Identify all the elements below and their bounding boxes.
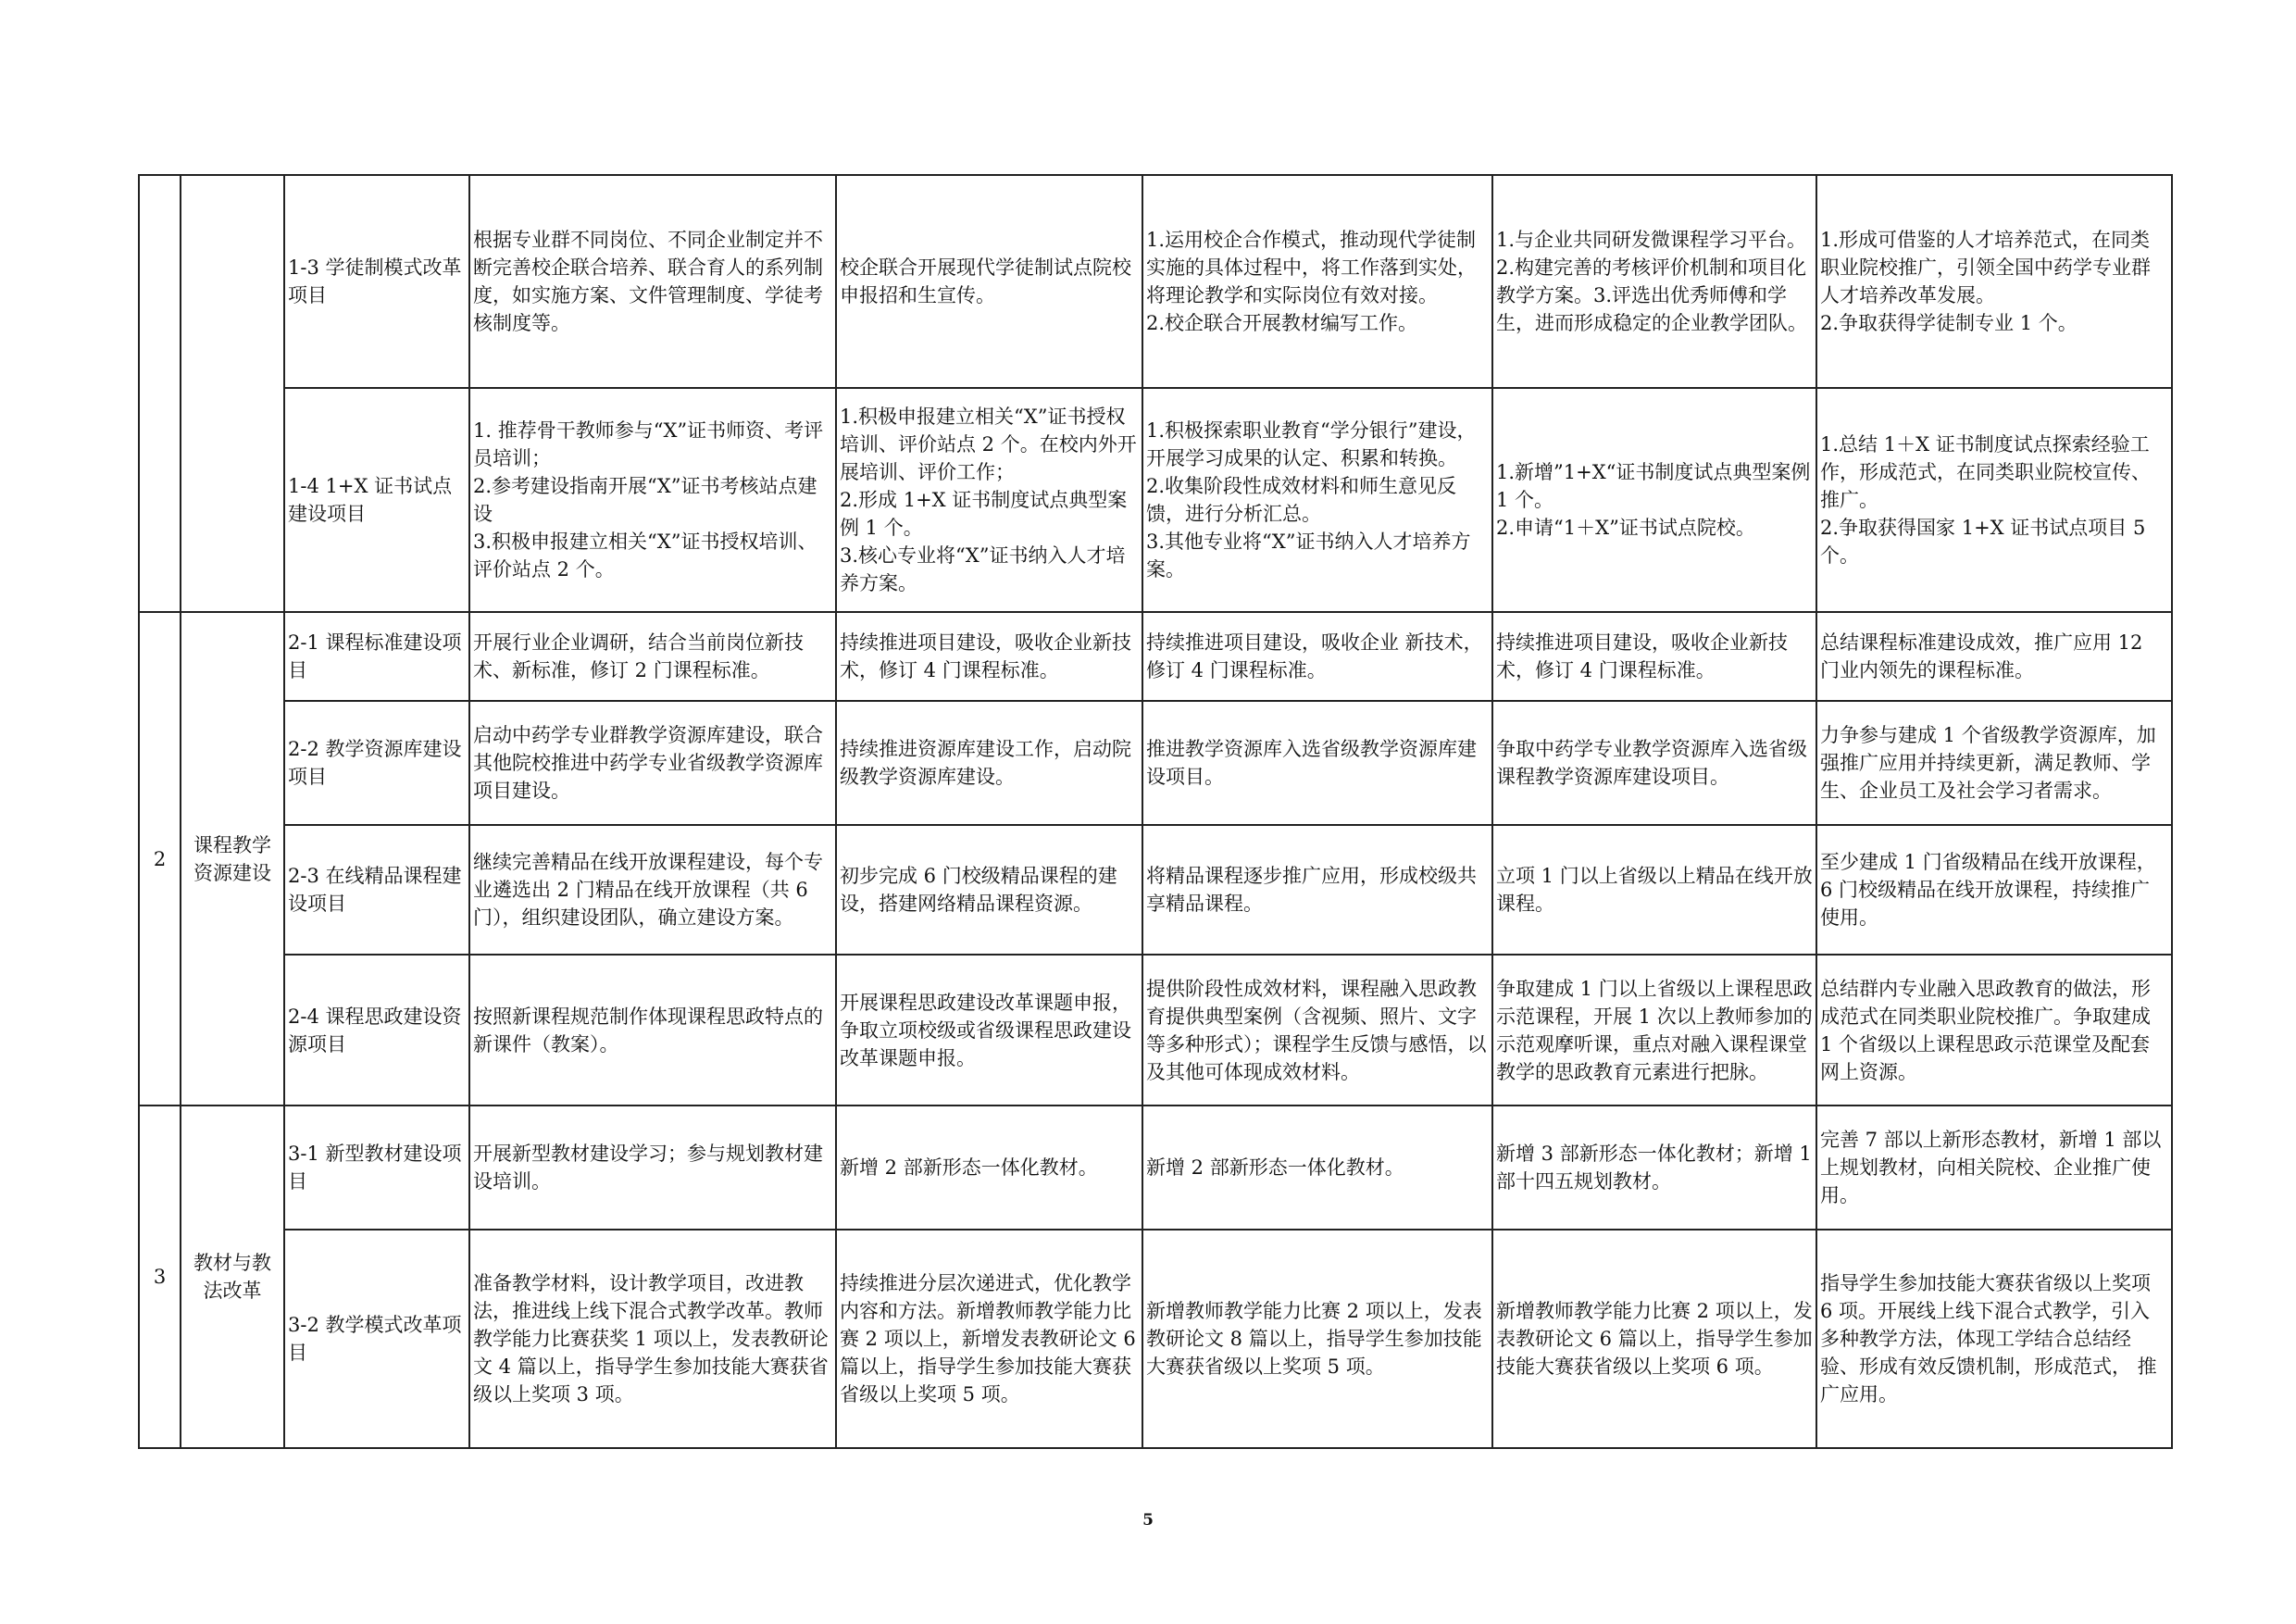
- task-cell-c2: [836, 825, 1142, 955]
- task-cell-c1: [469, 1106, 836, 1230]
- task-cell-c5: [1816, 388, 2172, 612]
- task-line: 将精品课程逐步推广应用，形成校级共享精品课程。: [1146, 865, 1477, 915]
- task-line: 提供阶段性成效材料，课程融入思政教育提供典型案例（含视频、照片、文字等多种形式）；课程学生反馈与感悟，以及其他可体现成效材料。: [1146, 977, 1487, 1083]
- task-line: 开展新型教材建设学习；参与规划教材建设培训。: [473, 1143, 823, 1193]
- task-cell-c3: [1142, 701, 1492, 825]
- task-cell-c3: [1142, 388, 1492, 612]
- task-cell-c3: [1142, 1106, 1492, 1230]
- task-line: 2.校企联合开展教材编写工作。: [1146, 312, 1418, 334]
- task-line: 开展课程思政建设改革课题申报，争取立项校级或省级课程思政建设改革课题申报。: [840, 991, 1131, 1069]
- task-line: 3.核心专业将“X”证书纳入人才培养方案。: [840, 544, 1126, 594]
- construction-plan-table: [138, 174, 2173, 1449]
- task-cell-c4: [1492, 1230, 1816, 1448]
- task-line: 立项 1 门以上省级以上精品在线开放课程。: [1496, 865, 1813, 915]
- task-line: 新增 3 部新形态一体化教材；新增 1 部十四五规划教材。: [1496, 1143, 1812, 1193]
- table-row: [139, 1230, 2172, 1448]
- task-line: 完善 7 部以上新形态教材，新增 1 部以上规划教材，向相关院校、企业推广使用。: [1820, 1129, 2162, 1206]
- task-line: 开展行业企业调研，结合当前岗位新技术、新标准，修订 2 门课程标准。: [473, 631, 804, 681]
- task-line: 至少建成 1 门省级精品在线开放课程，6 门校级精品在线开放课程，持续推广使用。: [1820, 851, 2156, 929]
- task-line: 持续推进资源库建设工作，启动院级教学资源库建设。: [840, 738, 1131, 788]
- task-cell-c5: [1816, 175, 2172, 388]
- task-line: 按照新课程规范制作体现课程思政特点的新课件（教案）。: [473, 1005, 823, 1056]
- group-category-cell: [181, 175, 284, 612]
- task-cell-c2: [836, 388, 1142, 612]
- task-cell-c5: [1816, 825, 2172, 955]
- task-line: 2.申请“1＋X”证书试点院校。: [1496, 517, 1755, 539]
- task-cell-c5: [1816, 1230, 2172, 1448]
- table-row: [139, 612, 2172, 701]
- project-name-cell: 2-4 课程思政建设资源项目: [284, 955, 469, 1106]
- task-line: 1.积极探索职业教育“学分银行”建设，开展学习成果的认定、积累和转换。: [1146, 419, 1477, 469]
- table-row: [139, 701, 2172, 825]
- task-line: 2.争取获得学徒制专业 1 个。: [1820, 312, 2078, 334]
- task-line: 持续推进分层次递进式，优化教学内容和方法。新增教师教学能力比赛 2 项以上，新增发表教研论文 6 篇以上，指导学生参加技能大赛获省级以上奖项 5 项。: [840, 1272, 1136, 1405]
- task-line: 持续推进项目建设，吸收企业 新技术，修订 4 门课程标准。: [1146, 631, 1483, 681]
- task-line: 争取建成 1 门以上省级以上课程思政示范课程，开展 1 次以上教师参加的示范观摩听课，重点对融入课程课堂教学的思政教育元素进行把脉。: [1496, 977, 1813, 1083]
- task-cell-c3: [1142, 1230, 1492, 1448]
- task-cell-c1: [469, 701, 836, 825]
- project-name-cell: 2-1 课程标准建设项目: [284, 612, 469, 701]
- task-line: 继续完善精品在线开放课程建设，每个专业遴选出 2 门精品在线开放课程（共 6 门），组织建设团队，确立建设方案。: [473, 851, 823, 929]
- task-cell-c1: [469, 612, 836, 701]
- task-line: 新增 2 部新形态一体化教材。: [840, 1156, 1098, 1179]
- task-line: 新增教师教学能力比赛 2 项以上，发表教研论文 6 篇以上，指导学生参加技能大赛获省级以上奖项 6 项。: [1496, 1300, 1813, 1378]
- project-name-cell: 2-3 在线精品课程建设项目: [284, 825, 469, 955]
- task-line: 1.与企业共同研发微课程学习平台。: [1496, 229, 1807, 251]
- task-line: 指导学生参加技能大赛获省级以上奖项 6 项。开展线上线下混合式教学，引入多种教学方法，体现工学结合总结经验、形成有效反馈机制，形成范式， 推广应用。: [1820, 1272, 2157, 1405]
- task-line: 力争参与建成 1 个省级教学资源库，加强推广应用并持续更新，满足教师、学生、企业员工及社会学习者需求。: [1820, 724, 2156, 802]
- project-name-cell: 2-2 教学资源库建设项目: [284, 701, 469, 825]
- task-cell-c2: [836, 1230, 1142, 1448]
- task-cell-c4: [1492, 825, 1816, 955]
- task-cell-c2: [836, 175, 1142, 388]
- task-cell-c5: [1816, 1106, 2172, 1230]
- project-name-cell: 1-3 学徒制模式改革项目: [284, 175, 469, 388]
- task-line: 3.积极申报建立相关“X”证书授权培训、评价站点 2 个。: [473, 531, 817, 581]
- task-cell-c3: [1142, 612, 1492, 701]
- table-row: [139, 388, 2172, 612]
- task-line: 1.总结 1＋X 证书制度试点探索经验工作，形成范式，在同类职业院校宣传、推广。: [1820, 433, 2151, 511]
- task-line: 初步完成 6 门校级精品课程的建设，搭建网络精品课程资源。: [840, 865, 1117, 915]
- task-line: 2.构建完善的考核评价机制和项目化教学方案。3.评选出优秀师傅和学生，进而形成稳定的企业教学团队。: [1496, 256, 1807, 334]
- group-category-cell: 课程教学资源建设: [181, 612, 284, 1106]
- task-cell-c4: [1492, 175, 1816, 388]
- task-cell-c3: [1142, 175, 1492, 388]
- project-name-cell: 3-2 教学模式改革项目: [284, 1230, 469, 1448]
- task-line: 校企联合开展现代学徒制试点院校申报招和生宣传。: [840, 256, 1131, 306]
- task-line: 2.收集阶段性成效材料和师生意见反馈，进行分析汇总。: [1146, 475, 1457, 525]
- task-cell-c4: [1492, 701, 1816, 825]
- task-cell-c2: [836, 701, 1142, 825]
- task-cell-c4: [1492, 612, 1816, 701]
- table-row: [139, 825, 2172, 955]
- task-cell-c3: [1142, 955, 1492, 1106]
- project-name-cell: 3-1 新型教材建设项目: [284, 1106, 469, 1230]
- task-cell-c4: [1492, 1106, 1816, 1230]
- task-cell-c1: [469, 175, 836, 388]
- task-line: 1.积极申报建立相关“X”证书授权培训、评价站点 2 个。在校内外开展培训、评价工作；: [840, 406, 1137, 483]
- task-line: 推进教学资源库入选省级教学资源库建设项目。: [1146, 738, 1477, 788]
- group-seq-cell: [139, 175, 181, 612]
- task-cell-c2: [836, 612, 1142, 701]
- task-cell-c4: [1492, 955, 1816, 1106]
- table-row: [139, 955, 2172, 1106]
- task-cell-c4: [1492, 388, 1816, 612]
- task-line: 1.运用校企合作模式，推动现代学徒制实施的具体过程中，将工作落到实处，将理论教学和实际岗位有效对接。: [1146, 229, 1477, 306]
- table-row: [139, 1106, 2172, 1230]
- task-line: 持续推进项目建设，吸收企业新技术，修订 4 门课程标准。: [1496, 631, 1788, 681]
- task-cell-c1: [469, 825, 836, 955]
- task-cell-c1: [469, 1230, 836, 1448]
- task-line: 准备教学材料，设计教学项目，改进教法，推进线上线下混合式教学改革。教师教学能力比赛获奖 1 项以上，发表教研论文 4 篇以上，指导学生参加技能大赛获省级以上奖项 3 项。: [473, 1272, 829, 1405]
- task-line: 1.形成可借鉴的人才培养范式，在同类职业院校推广，引领全国中药学专业群人才培养改革发展。: [1820, 229, 2151, 306]
- table-body: [139, 175, 2172, 1448]
- project-name-cell: 1-4 1+X 证书试点建设项目: [284, 388, 469, 612]
- task-line: 争取中药学专业教学资源库入选省级课程教学资源库建设项目。: [1496, 738, 1807, 788]
- task-cell-c5: [1816, 612, 2172, 701]
- table-row: [139, 175, 2172, 388]
- group-category-cell: 教材与教法改革: [181, 1106, 284, 1448]
- task-cell-c1: [469, 388, 836, 612]
- task-line: 持续推进项目建设，吸收企业新技术，修订 4 门课程标准。: [840, 631, 1131, 681]
- task-line: 新增教师教学能力比赛 2 项以上，发表教研论文 8 篇以上，指导学生参加技能大赛获省级以上奖项 5 项。: [1146, 1300, 1482, 1378]
- task-line: 1. 推荐骨干教师参与“X”证书师资、考评员培训；: [473, 419, 824, 469]
- task-line: 总结群内专业融入思政教育的做法，形成范式在同类职业院校推广。争取建成 1 个省级以上课程思政示范课堂及配套网上资源。: [1820, 977, 2151, 1083]
- task-cell-c5: [1816, 955, 2172, 1106]
- task-cell-c3: [1142, 825, 1492, 955]
- task-cell-c1: [469, 955, 836, 1106]
- task-line: 2.形成 1+X 证书制度试点典型案例 1 个。: [840, 489, 1128, 539]
- task-cell-c2: [836, 1106, 1142, 1230]
- task-cell-c5: [1816, 701, 2172, 825]
- group-seq-cell: 2: [139, 612, 181, 1106]
- task-line: 2.争取获得国家 1+X 证书试点项目 5 个。: [1820, 517, 2146, 567]
- task-line: 1.新增”1+X“证书制度试点典型案例 1 个。: [1496, 461, 1811, 511]
- page-number: 5: [1142, 1511, 1154, 1530]
- task-line: 根据专业群不同岗位、不同企业制定并不断完善校企联合培养、联合育人的系列制度，如实施方案、文件管理制度、学徒考核制度等。: [473, 229, 823, 334]
- task-line: 3.其他专业将“X”证书纳入人才培养方案。: [1146, 531, 1471, 581]
- task-line: 总结课程标准建设成效，推广应用 12 门业内领先的课程标准。: [1820, 631, 2143, 681]
- group-seq-cell: 3: [139, 1106, 181, 1448]
- task-cell-c2: [836, 955, 1142, 1106]
- task-line: 新增 2 部新形态一体化教材。: [1146, 1156, 1404, 1179]
- task-line: 2.参考建设指南开展“X”证书考核站点建设: [473, 475, 817, 525]
- task-line: 启动中药学专业群教学资源库建设，联合其他院校推进中药学专业省级教学资源库项目建设。: [473, 724, 823, 802]
